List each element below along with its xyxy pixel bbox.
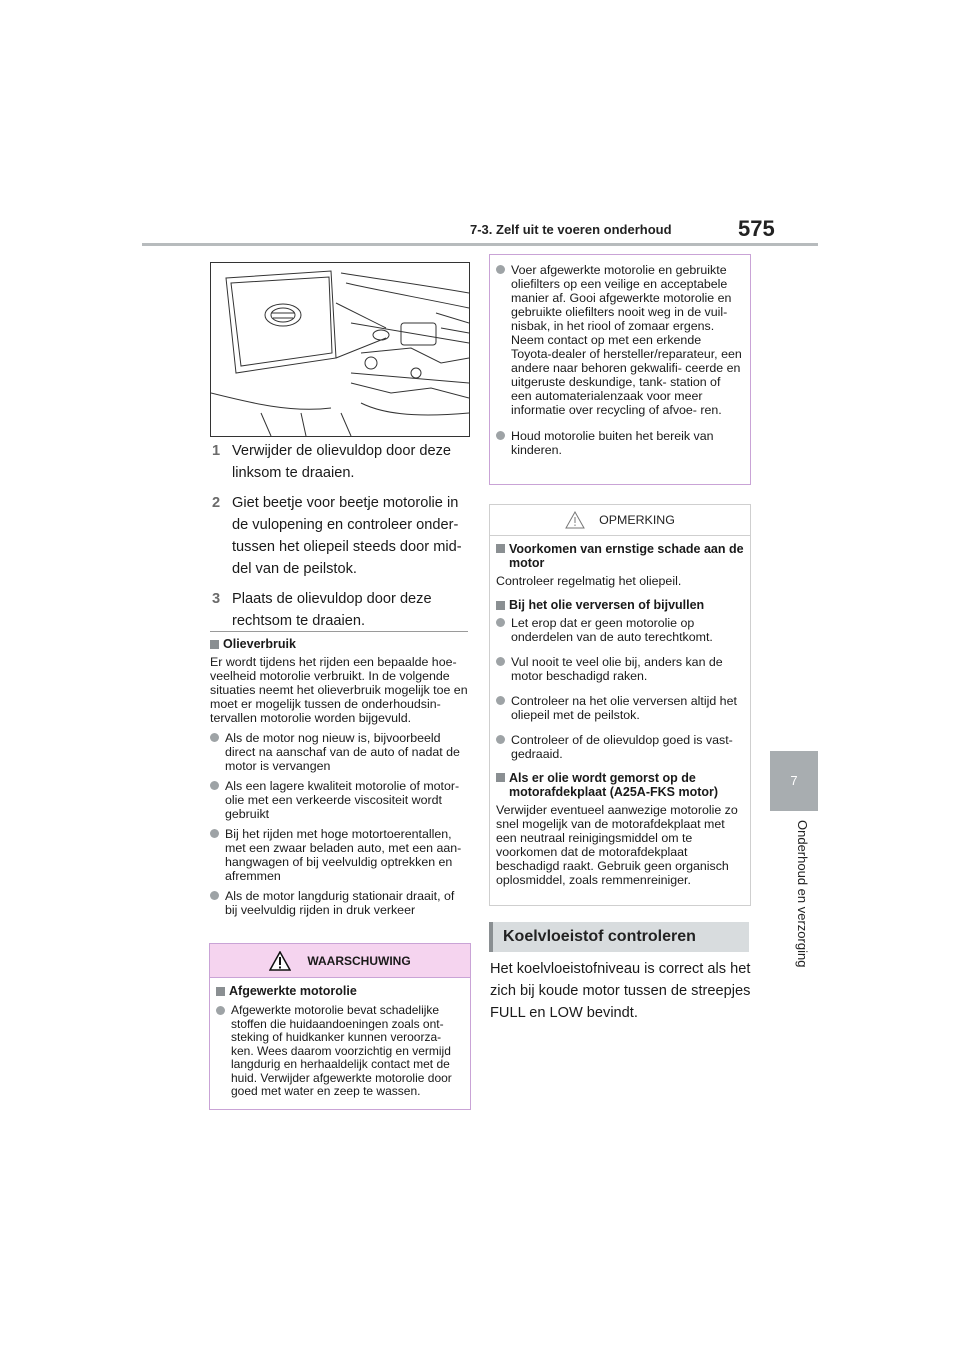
- list-item: Als de motor nog nieuw is, bijvoorbeeld direct na aanschaf van de auto of nadat de motor is vervangen: [210, 731, 470, 773]
- bullet-icon: [210, 781, 219, 790]
- list-item: Controleer of de olievuldop goed is vast- gedraaid.: [496, 733, 744, 761]
- notice-section-3-title: Als er olie wordt gemorst op de motorafdekplaat (A25A-FKS motor): [509, 771, 719, 799]
- page-number: 575: [738, 216, 775, 241]
- section-title: 7-3. Zelf uit te voeren onderhoud: [470, 222, 672, 237]
- coolant-text: Het koelvloeistofniveau is correct als het zich bij koude motor tussen de streepjes FULL en LOW bevindt.: [490, 961, 751, 1021]
- square-bullet-icon: [210, 640, 219, 649]
- notice-section-1-text: Controleer regelmatig het oliepeil.: [496, 574, 682, 588]
- notice-heading: OPMERKING: [599, 513, 675, 527]
- oil-filler-cap-drawing: [211, 263, 469, 436]
- chapter-label: Onderhoud en verzorging: [795, 820, 810, 968]
- caution-triangle-icon: [565, 511, 585, 529]
- square-bullet-icon: [216, 987, 225, 996]
- list-item: Afgewerkte motorolie bevat schadelijke stoffen die huidaandoeningen zoals ont- steking of huidkanker kunnen veroorza- ken. Wees daarom voorzichtig en vermijd langdurig en herhaaldelijk contact met de huid. Verwijder afgewerkte motorolie door goed met water en zeep te wassen.: [216, 1004, 464, 1099]
- warning-box: [209, 943, 471, 1110]
- oil-consumption-section: [210, 637, 470, 917]
- bullet-icon: [210, 891, 219, 900]
- divider: [210, 631, 468, 632]
- consumption-title: Olieverbruik: [223, 637, 296, 651]
- notice-section-3-text: Verwijder eventueel aanwezige motorolie zo snel mogelijk van de motorafdekplaat met een neutraal reinigingsmiddel om te voorkomen dat de motorafdekplaat beschadigd raakt. Gebruik geen organisch oplosmiddel, zoals remmenreiniger.: [496, 803, 738, 887]
- bullet-icon: [496, 618, 505, 627]
- warning-section-title: Afgewerkte motorolie: [229, 984, 357, 998]
- consumption-text: Er wordt tijdens het rijden een bepaalde hoe- veelheid motorolie verbruikt. In de volgende situaties neemt het olieverbruik mogelijk toe en moet er mogelijk tussen de onderhoudsin- tervallen motorolie worden bijgevuld.: [210, 655, 468, 725]
- warning-triangle-icon: [269, 951, 291, 971]
- square-bullet-icon: [496, 601, 505, 610]
- notice-section-1-title: Voorkomen van ernstige schade aan de motor: [509, 542, 744, 570]
- bullet-icon: [496, 431, 505, 440]
- warning-heading: WAARSCHUWING: [307, 953, 411, 968]
- list-item: Voer afgewerkte motorolie en gebruikte oliefilters op een veilige en acceptabele manier af. Gooi afgewerkte motorolie en gebruikte oliefilters nooit weg in de vuil- nisbak, in het riool of zomaar ergens. Neem contact op met een erkende Toyota-dealer of hersteller/reparateur, een andere naar behoren gekwalifi- ceerde en uitgeruste deskundige, tank- station of een automaterialenzaak voor meer informatie over recycling of afvoe- ren.: [496, 263, 744, 417]
- steps-list: [212, 440, 470, 640]
- square-bullet-icon: [496, 773, 505, 782]
- notice-section-2-title: Bij het olie verversen of bijvullen: [509, 598, 705, 612]
- list-item: Controleer na het olie verversen altijd het oliepeil met de peilstok.: [496, 694, 744, 722]
- step-2: 2 Giet beetje voor beetje motorolie in de vulopening en controleer onder- tussen het oliepeil steeds door mid- del van de peilstok.: [212, 495, 462, 577]
- bullet-icon: [496, 657, 505, 666]
- list-item: Als een lagere kwaliteit motorolie of motor- olie met een verkeerde viscositeit wordt gebruikt: [210, 779, 470, 821]
- engine-illustration: [210, 262, 470, 437]
- warning-continued-box: [489, 254, 751, 485]
- bullet-icon: [496, 735, 505, 744]
- bullet-icon: [210, 829, 219, 838]
- list-item: Als de motor langdurig stationair draait, of bij veelvuldig rijden in druk verkeer: [210, 889, 470, 917]
- square-bullet-icon: [496, 544, 505, 553]
- step-1: 1 Verwijder de olievuldop door deze linksom te draaien.: [212, 443, 452, 481]
- bullet-icon: [496, 265, 505, 274]
- list-item: Bij het rijden met hoge motortoerentallen, met een zwaar beladen auto, met een aan- hangwagen of bij veelvuldig optrekken en afremmen: [210, 827, 470, 883]
- list-item: Houd motorolie buiten het bereik van kinderen.: [496, 429, 744, 457]
- bullet-icon: [210, 733, 219, 742]
- chapter-tab: 7: [770, 751, 818, 811]
- list-item: Vul nooit te veel olie bij, anders kan de motor beschadigd raken.: [496, 655, 744, 683]
- bullet-icon: [496, 696, 505, 705]
- bullet-icon: [216, 1006, 225, 1015]
- step-3: 3 Plaats de olievuldop door deze rechtsom te draaien.: [212, 591, 432, 629]
- list-item: Let erop dat er geen motorolie op onderdelen van de auto terechtkomt.: [496, 616, 744, 644]
- notice-box: [489, 504, 751, 906]
- header-rule: [142, 243, 818, 246]
- coolant-heading: Koelvloeistof controleren: [489, 922, 749, 952]
